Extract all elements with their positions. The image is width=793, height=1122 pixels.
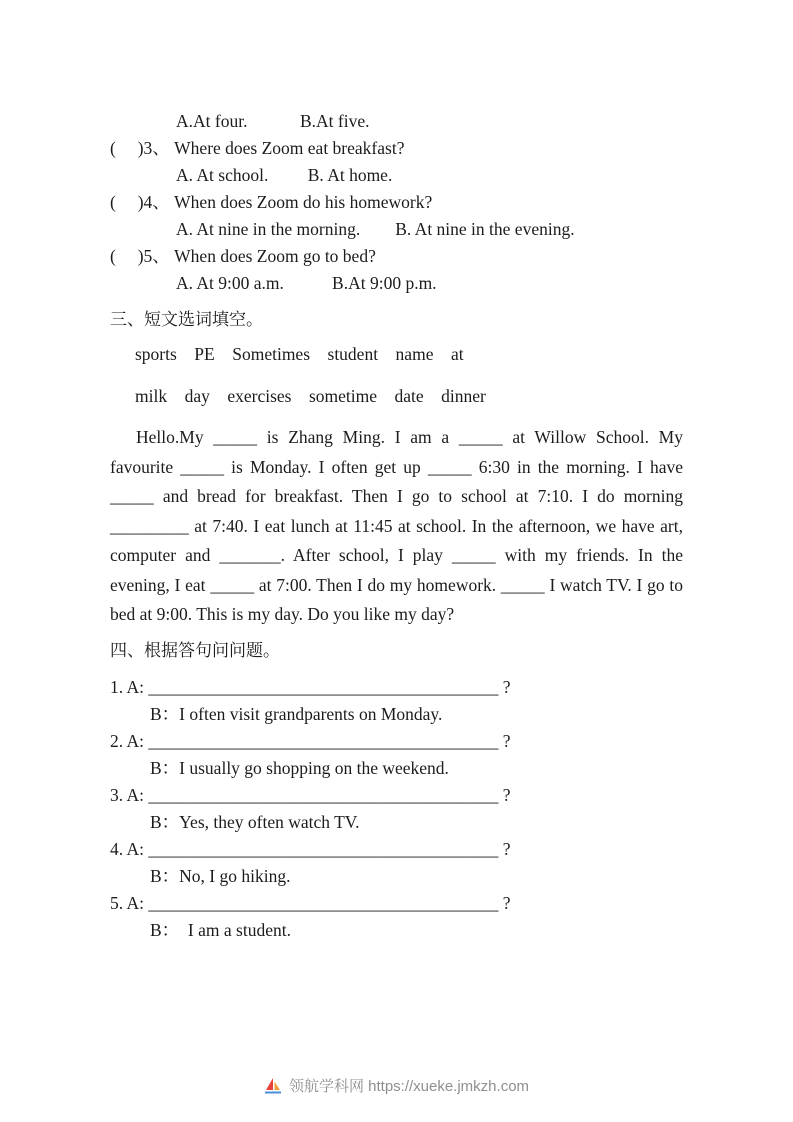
qa-answer: B：Yes, they often watch TV. (150, 811, 360, 832)
qa-item-1 (110, 674, 683, 728)
mc-options-q4: A. At nine in the morning. B. At nine in the evening. (176, 219, 575, 239)
qa-item-4 (110, 836, 683, 890)
cloze-section (110, 306, 683, 630)
mc-options-line: A.At four. B.At five. (176, 111, 370, 131)
footer-site-text: 领航学科网 https://xueke.jmkzh.com (288, 1078, 530, 1095)
multiple-choice-section (110, 108, 683, 297)
mc-question-5: ( )5、 When does Zoom go to bed? (110, 246, 376, 266)
word-bank-line-2: milk day exercises sometime date dinner (135, 386, 486, 406)
qa-question-blank: 4. A: ________________________________________ ? (110, 838, 511, 859)
qa-question-blank: 2. A: ________________________________________ ? (110, 730, 511, 751)
qa-question-blank: 3. A: ________________________________________ ? (110, 784, 511, 805)
qa-item-5 (110, 890, 683, 944)
section-4-heading: 四、根据答句问问题。 (110, 640, 280, 660)
mc-question-3: ( )3、 Where does Zoom eat breakfast? (110, 138, 405, 158)
qa-item-2 (110, 728, 683, 782)
mc-options-q3: A. At school. B. At home. (176, 165, 393, 185)
cloze-passage: Hello.My _____ is Zhang Ming. I am a _____ at Willow School. My favourite _____ is Monday. I often get up _____ 6:30 in the morning. I have _____ and bread for breakfast. Then I go to school at 7:10. I do morning _________ at 7:40. I eat lunch at 11:45 at school. In the afternoon, we have art, computer and _______. After school, I play _____ with my friends. In the evening, I eat _____ at 7:00. Then I do my homework. _____ I watch TV. I go to bed at 9:00. This is my day. Do you like my day? (110, 427, 683, 624)
word-bank-line-1: sports PE Sometimes student name at (135, 344, 464, 364)
qa-answer: B： I am a student. (150, 919, 291, 940)
qa-item-3 (110, 782, 683, 836)
site-logo-icon (264, 1077, 282, 1095)
qa-answer: B：I often visit grandparents on Monday. (150, 703, 443, 724)
mc-question-4: ( )4、 When does Zoom do his homework? (110, 192, 433, 212)
qa-answer: B：I usually go shopping on the weekend. (150, 757, 449, 778)
qa-question-blank: 5. A: ________________________________________ ? (110, 892, 511, 913)
mc-options-q5: A. At 9:00 a.m. B.At 9:00 p.m. (176, 273, 437, 293)
qa-list (110, 674, 683, 944)
site-footer (0, 1075, 793, 1096)
question-writing-section (110, 637, 683, 944)
qa-answer: B：No, I go hiking. (150, 865, 291, 886)
qa-question-blank: 1. A: ________________________________________ ? (110, 676, 511, 697)
section-3-heading: 三、短文选词填空。 (110, 310, 263, 329)
